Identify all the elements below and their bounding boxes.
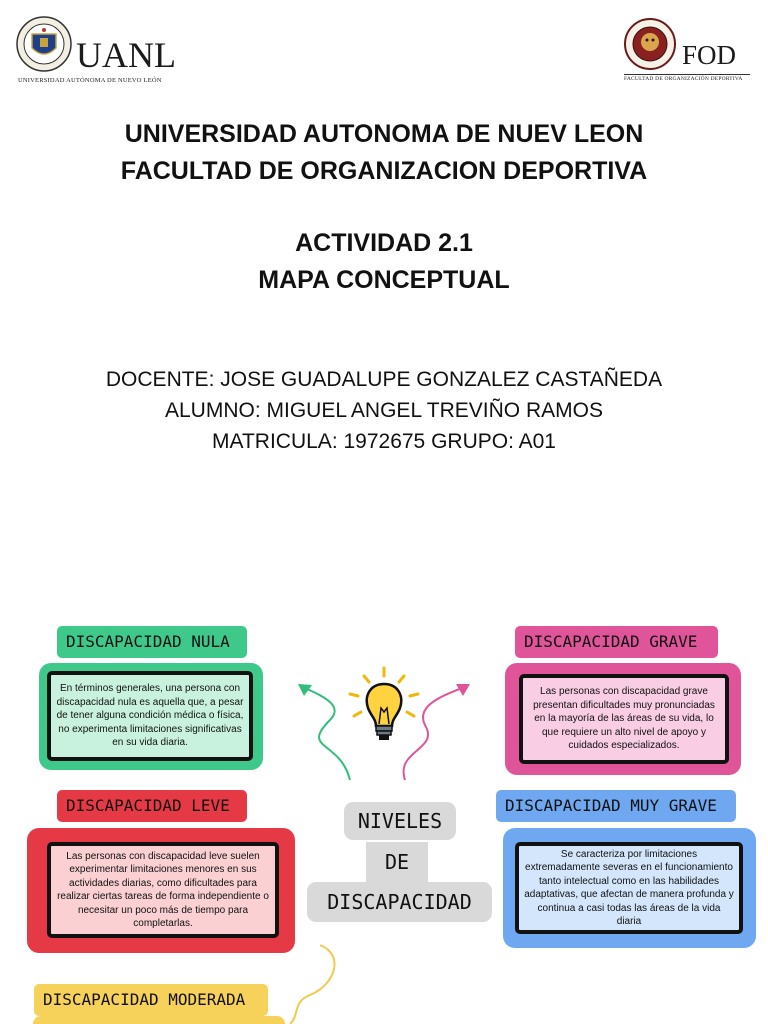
center-line-3: DISCAPACIDAD [307, 882, 492, 922]
uanl-seal-icon [16, 16, 76, 76]
label-moderada: DISCAPACIDAD MODERADA [34, 984, 268, 1016]
card-moderada [33, 1016, 285, 1024]
fod-divider [624, 74, 750, 75]
arrow-moderada [290, 945, 334, 1024]
matricula-line: MATRICULA: 1972675 GRUPO: A01 [212, 430, 556, 453]
uanl-wordmark: UANL [76, 35, 176, 75]
faculty-title: FACULTAD DE ORGANIZACION DEPORTIVA [120, 157, 648, 185]
uanl-logo [16, 16, 196, 86]
card-leve [27, 828, 295, 953]
alumno-line: ALUMNO: MIGUEL ANGEL TREVIÑO RAMOS [165, 399, 603, 422]
center-line-2: DE [366, 842, 428, 882]
uanl-subtitle: UNIVERSIDAD AUTÓNOMA DE NUEVO LEÓN [18, 77, 162, 84]
center-line-1: NIVELES [344, 802, 456, 840]
header-block [0, 116, 768, 190]
card-grave-text: Las personas con discapacidad grave presentan dificultades muy pronunciadas en la mayoría de las áreas de su vida, lo que requiere un alto nivel de apoyo y cuidados especializados. [519, 674, 729, 764]
card-nula-text: En términos generales, una persona con discapacidad nula es aquella que, a pesar de tener alguna condición médica o física, no experimenta limitaciones significativas en su vida diaria. [47, 671, 253, 761]
fod-wordmark: FOD [682, 40, 737, 70]
card-grave [505, 663, 741, 775]
subject-title: MAPA CONCEPTUAL [258, 266, 510, 294]
card-muy-grave-text: Se caracteriza por limitaciones extremadamente severas en el funcionamiento tanto intelectual como en las habilidades adaptativas, que afectan de manera profunda y continua a casi todas las áreas de la vida diaria [515, 842, 743, 934]
card-leve-text: Las personas con discapacidad leve suelen experimentar limitaciones menores en sus actividades diarias, como dificultades para realizar ciertas tareas de forma independiente o necesitar un poco más de tiempo para completarlas. [47, 842, 279, 938]
info-block [0, 364, 768, 457]
fod-subtitle: FACULTAD DE ORGANIZACIÓN DEPORTIVA [624, 76, 743, 82]
lightbulb-icon [344, 664, 424, 754]
label-grave: DISCAPACIDAD GRAVE [515, 626, 718, 658]
university-title: UNIVERSIDAD AUTONOMA DE NUEV LEON [124, 120, 644, 148]
fod-logo [622, 16, 757, 86]
label-muy-grave: DISCAPACIDAD MUY GRAVE [496, 790, 736, 822]
fod-seal-icon [624, 18, 676, 70]
activity-block [0, 225, 768, 299]
card-nula [39, 663, 263, 770]
docente-line: DOCENTE: JOSE GUADALUPE GONZALEZ CASTAÑEDA [105, 368, 663, 391]
label-nula: DISCAPACIDAD NULA [57, 626, 247, 658]
activity-title: ACTIVIDAD 2.1 [295, 229, 473, 257]
card-muy-grave [503, 828, 756, 948]
label-leve: DISCAPACIDAD LEVE [57, 790, 247, 822]
